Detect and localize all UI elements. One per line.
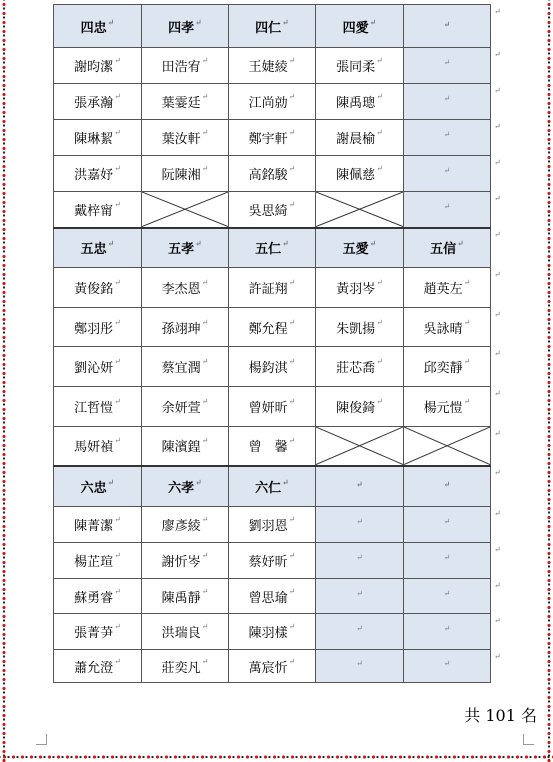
- page-border-right: [546, 0, 552, 762]
- end-of-row-mark: ↵: [494, 651, 501, 661]
- student-name-cell: [142, 48, 229, 84]
- student-name-cell: [142, 427, 229, 466]
- student-name: 孫翊珅: [161, 321, 201, 337]
- paragraph-mark: ↵: [463, 278, 471, 287]
- student-name-cell: [316, 156, 404, 192]
- student-name-cell: [54, 120, 142, 156]
- end-of-row-mark: ↵: [494, 49, 501, 59]
- student-name: 陳羽樣: [248, 626, 288, 641]
- paragraph-mark: ↵: [114, 656, 121, 666]
- class-name: 五忠: [80, 242, 107, 258]
- class-header-cell: [142, 466, 229, 507]
- class-name: 六仁: [255, 480, 282, 496]
- paragraph-mark: ↵: [443, 18, 451, 29]
- end-of-row-mark: ↵: [494, 121, 501, 131]
- paragraph-mark: ↵: [201, 92, 209, 101]
- paragraph-mark: ↵: [443, 58, 451, 67]
- crossed-out-cell-icon: [316, 192, 403, 227]
- student-name-cell: [54, 48, 142, 84]
- student-name: 黃羽岑: [336, 282, 376, 297]
- crossed-out-cell: [142, 192, 229, 228]
- student-name-cell: [54, 650, 142, 683]
- paragraph-mark: ↵: [114, 317, 121, 327]
- class-header-cell: [404, 466, 491, 507]
- paragraph-mark: ↵: [443, 553, 451, 562]
- student-name: 陳濱鍠: [161, 440, 201, 456]
- paragraph-mark: ↵: [443, 130, 451, 139]
- student-name-cell: [142, 543, 229, 579]
- paragraph-mark: ↵: [114, 56, 121, 65]
- paragraph-mark: ↵: [288, 278, 296, 287]
- student-name: 阮陳湘: [161, 168, 201, 183]
- class-header-cell: [54, 5, 142, 48]
- end-of-row-mark: ↵: [494, 85, 501, 95]
- paragraph-mark: ↵: [282, 476, 289, 487]
- end-of-row-mark: ↵: [494, 388, 501, 398]
- end-of-row-mark: ↵: [494, 309, 501, 319]
- student-name: 鄭宇軒: [248, 132, 288, 147]
- student-row: [54, 427, 491, 466]
- student-name: 鄭羽彤: [74, 321, 114, 337]
- class-header-cell: [404, 5, 491, 48]
- paragraph-mark: ↵: [201, 397, 209, 406]
- student-row: [54, 268, 491, 308]
- student-name-cell: [54, 268, 142, 308]
- paragraph-mark: ↵: [114, 92, 121, 101]
- empty-cell: [404, 192, 491, 228]
- student-name: 李杰恩: [161, 282, 201, 297]
- student-name-cell: [316, 387, 404, 427]
- class-header-cell: [142, 228, 229, 268]
- crossed-out-cell-icon: [404, 427, 490, 465]
- paragraph-mark: ↵: [443, 588, 451, 598]
- student-name-cell: [229, 308, 316, 347]
- student-row: [54, 84, 491, 120]
- class-name: 四忠: [80, 20, 107, 36]
- class-name: 六孝: [168, 480, 195, 496]
- paragraph-mark: ↵: [107, 476, 115, 487]
- class-header-cell: [316, 5, 404, 48]
- student-name: 馬妍禎: [74, 440, 114, 456]
- paragraph-mark: ↵: [376, 278, 383, 287]
- student-name: 洪瑞良: [161, 626, 201, 641]
- student-name: 楊鈞淇: [248, 361, 288, 376]
- crossed-out-cell: [316, 427, 404, 466]
- student-name-cell: [54, 387, 142, 427]
- student-name: 張同柔: [336, 60, 376, 75]
- student-name: 曾 馨: [248, 440, 288, 456]
- student-name: 曾思瑜: [248, 590, 288, 606]
- empty-cell: [404, 543, 491, 579]
- student-name-cell: [229, 156, 316, 192]
- student-name: 張菁芛: [74, 626, 114, 641]
- student-row: [54, 347, 491, 387]
- end-of-row-mark: ↵: [494, 157, 501, 167]
- paragraph-mark: ↵: [376, 56, 383, 65]
- class-name: 四孝: [168, 20, 195, 36]
- paragraph-mark: ↵: [376, 357, 383, 366]
- crossed-out-cell: [404, 427, 491, 466]
- paragraph-mark: ↵: [201, 278, 209, 287]
- paragraph-mark: ↵: [282, 16, 289, 27]
- student-name-cell: [142, 84, 229, 120]
- paragraph-mark: ↵: [443, 166, 451, 175]
- paragraph-mark: ↵: [201, 128, 209, 137]
- paragraph-mark: ↵: [288, 436, 296, 446]
- end-of-row-mark: ↵: [494, 229, 501, 239]
- class-name: 五仁: [255, 242, 282, 258]
- student-row: [54, 614, 491, 650]
- crossed-out-cell-icon: [316, 427, 403, 465]
- empty-cell: [404, 84, 491, 120]
- student-name-cell: [404, 308, 491, 347]
- paragraph-mark: ↵: [288, 92, 296, 101]
- student-name-cell: [229, 268, 316, 308]
- student-name-cell: [54, 347, 142, 387]
- student-name-cell: [316, 347, 404, 387]
- paragraph-mark: ↵: [288, 317, 296, 327]
- student-name: 陳禹璁: [336, 96, 376, 111]
- student-name: 陳菁潔: [74, 519, 114, 534]
- student-name: 莊芯喬: [336, 361, 376, 376]
- end-of-row-mark: ↵: [494, 467, 501, 477]
- student-name: 陳禹靜: [161, 590, 201, 606]
- student-name: 廖彥綾: [161, 519, 201, 534]
- student-name: 朱凱揚: [336, 321, 376, 337]
- student-name-cell: [229, 48, 316, 84]
- paragraph-mark: ↵: [114, 586, 121, 596]
- student-row: [54, 120, 491, 156]
- class-header-cell: [229, 5, 316, 48]
- student-row: [54, 387, 491, 427]
- paragraph-mark: ↵: [114, 436, 121, 446]
- paragraph-mark: ↵: [114, 199, 121, 209]
- end-of-row-mark: ↵: [494, 193, 501, 203]
- class-name: 五信: [430, 242, 457, 258]
- student-name-cell: [316, 84, 404, 120]
- page-border-left: [1, 0, 7, 762]
- paragraph-mark: ↵: [282, 238, 289, 249]
- paragraph-mark: ↵: [443, 624, 451, 633]
- class-header-cell: [404, 228, 491, 268]
- paragraph-mark: ↵: [457, 238, 464, 249]
- student-name-cell: [229, 650, 316, 683]
- student-name: 蕭允澄: [74, 660, 114, 676]
- empty-cell: [316, 579, 404, 614]
- empty-cell: [404, 48, 491, 84]
- student-name: 余妍萱: [161, 401, 201, 416]
- paragraph-mark: ↵: [356, 553, 363, 562]
- paragraph-mark: ↵: [114, 164, 121, 173]
- paragraph-mark: ↵: [288, 56, 296, 65]
- student-name-cell: [142, 579, 229, 614]
- student-name: 陳佩慈: [336, 168, 376, 183]
- student-name-cell: [404, 387, 491, 427]
- empty-cell: [404, 579, 491, 614]
- student-row: [54, 650, 491, 683]
- student-name: 張承瀚: [74, 96, 114, 111]
- class-name: 四愛: [342, 20, 369, 36]
- student-name-cell: [142, 507, 229, 543]
- student-row: [54, 48, 491, 84]
- paragraph-mark: ↵: [356, 624, 363, 633]
- paragraph-mark: ↵: [288, 128, 296, 137]
- student-name: 田浩宥: [161, 60, 201, 75]
- student-name: 江尚勍: [248, 96, 288, 111]
- student-name: 高銘駿: [248, 168, 288, 183]
- paragraph-mark: ↵: [195, 476, 202, 487]
- student-row: [54, 507, 491, 543]
- paragraph-mark: ↵: [463, 317, 471, 327]
- class-header-row: [54, 466, 491, 507]
- paragraph-mark: ↵: [114, 278, 121, 287]
- end-of-row-mark: ↵: [494, 428, 501, 438]
- paragraph-mark: ↵: [463, 397, 471, 406]
- empty-cell: [316, 543, 404, 579]
- student-name-cell: [229, 507, 316, 543]
- paragraph-mark: ↵: [356, 588, 363, 598]
- student-name: 鄭允程: [248, 321, 288, 337]
- class-header-cell: [316, 228, 404, 268]
- student-name: 蘇勇睿: [74, 590, 114, 606]
- paragraph-mark: ↵: [463, 357, 471, 366]
- class-name: 六忠: [80, 480, 107, 496]
- paragraph-mark: ↵: [288, 199, 296, 209]
- student-name-cell: [142, 347, 229, 387]
- student-name-cell: [404, 347, 491, 387]
- student-name-cell: [229, 614, 316, 650]
- paragraph-mark: ↵: [443, 201, 451, 211]
- student-name-cell: [229, 387, 316, 427]
- student-name-cell: [229, 84, 316, 120]
- student-name: 葉汝軒: [161, 132, 201, 147]
- page-border-bottom: [0, 754, 553, 760]
- paragraph-mark: ↵: [288, 622, 296, 631]
- paragraph-mark: ↵: [356, 658, 363, 668]
- class-name: 四仁: [255, 20, 282, 36]
- end-of-row-mark: ↵: [494, 348, 501, 358]
- class-header-cell: [54, 228, 142, 268]
- student-name-cell: [54, 427, 142, 466]
- paragraph-mark: ↵: [288, 515, 296, 524]
- paragraph-mark: ↵: [195, 16, 202, 27]
- student-name-cell: [54, 507, 142, 543]
- student-name: 謝昀潔: [74, 60, 114, 75]
- paragraph-mark: ↵: [114, 397, 121, 406]
- student-name: 邱奕靜: [423, 361, 463, 376]
- student-name: 葉霎廷: [161, 96, 201, 111]
- paragraph-mark: ↵: [376, 92, 383, 101]
- student-name-cell: [54, 156, 142, 192]
- student-name-cell: [316, 120, 404, 156]
- empty-cell: [404, 507, 491, 543]
- student-name-cell: [316, 308, 404, 347]
- student-name: 許証翔: [248, 282, 288, 297]
- student-name: 陳俊錡: [336, 401, 376, 416]
- class-header-row: [54, 228, 491, 268]
- student-name-cell: [54, 579, 142, 614]
- student-name-cell: [54, 84, 142, 120]
- student-name-cell: [142, 268, 229, 308]
- student-name-cell: [54, 308, 142, 347]
- class-name: 五愛: [342, 242, 369, 258]
- student-name: 黃俊銘: [74, 282, 114, 297]
- paragraph-mark: ↵: [114, 357, 121, 366]
- student-name-cell: [229, 543, 316, 579]
- margin-corner-mark: [523, 734, 534, 745]
- paragraph-mark: ↵: [443, 517, 451, 526]
- empty-cell: [404, 156, 491, 192]
- paragraph-mark: ↵: [288, 397, 296, 406]
- class-header-cell: [229, 466, 316, 507]
- paragraph-mark: ↵: [201, 586, 209, 596]
- end-of-row-mark: ↵: [494, 508, 501, 518]
- paragraph-mark: ↵: [107, 16, 115, 27]
- student-name: 劉羽恩: [248, 519, 288, 534]
- class-header-cell: [316, 466, 404, 507]
- paragraph-mark: ↵: [443, 658, 451, 668]
- student-name: 蔡妤昕: [248, 555, 288, 570]
- end-of-row-mark: ↵: [494, 544, 501, 554]
- student-name-cell: [142, 156, 229, 192]
- empty-cell: [404, 120, 491, 156]
- student-name: 莊奕凡: [161, 660, 201, 676]
- class-header-cell: [142, 5, 229, 48]
- student-name: 謝忻岑: [161, 555, 201, 570]
- student-name-cell: [142, 120, 229, 156]
- class-header-row: [54, 5, 491, 48]
- paragraph-mark: ↵: [201, 551, 209, 560]
- student-name-cell: [229, 347, 316, 387]
- class-roster-table: [53, 4, 491, 683]
- paragraph-mark: ↵: [114, 551, 121, 560]
- student-name-cell: [54, 543, 142, 579]
- student-row: [54, 543, 491, 579]
- paragraph-mark: ↵: [369, 238, 377, 249]
- paragraph-mark: ↵: [201, 317, 209, 327]
- student-name: 謝晨榆: [336, 132, 376, 147]
- class-header-cell: [229, 228, 316, 268]
- crossed-out-cell: [316, 192, 404, 228]
- student-name: 吳詠晴: [423, 321, 463, 337]
- empty-cell: [316, 507, 404, 543]
- paragraph-mark: ↵: [201, 656, 209, 666]
- student-name: 王婕綾: [248, 60, 288, 75]
- student-name: 陳琳絜: [74, 132, 114, 147]
- empty-cell: [404, 650, 491, 683]
- margin-corner-mark: [36, 734, 47, 745]
- end-of-row-mark: ↵: [494, 580, 501, 590]
- paragraph-mark: ↵: [201, 357, 209, 366]
- paragraph-mark: ↵: [356, 517, 363, 526]
- paragraph-mark: ↵: [376, 397, 383, 406]
- roster-sheet: [53, 4, 501, 683]
- student-name-cell: [316, 268, 404, 308]
- student-row: [54, 308, 491, 347]
- end-of-row-mark: ↵: [494, 269, 501, 279]
- paragraph-mark: ↵: [107, 238, 115, 249]
- student-name: 戴梓甯: [74, 203, 114, 219]
- paragraph-mark: ↵: [288, 164, 296, 173]
- paragraph-mark: ↵: [114, 515, 121, 524]
- class-name: 五孝: [168, 242, 195, 258]
- empty-cell: [316, 650, 404, 683]
- paragraph-mark: ↵: [443, 94, 451, 103]
- paragraph-mark: ↵: [369, 16, 377, 27]
- paragraph-mark: ↵: [114, 622, 121, 631]
- paragraph-mark: ↵: [288, 357, 296, 366]
- paragraph-mark: ↵: [201, 515, 209, 524]
- student-name-cell: [229, 579, 316, 614]
- paragraph-mark: ↵: [376, 164, 383, 173]
- student-name-cell: [229, 192, 316, 228]
- student-row: [54, 192, 491, 228]
- empty-cell: [404, 614, 491, 650]
- class-header-cell: [54, 466, 142, 507]
- paragraph-mark: ↵: [376, 128, 383, 137]
- paragraph-mark: ↵: [356, 478, 363, 489]
- paragraph-mark: ↵: [288, 551, 296, 560]
- student-name: 曾妍昕: [248, 401, 288, 416]
- student-name-cell: [142, 614, 229, 650]
- empty-cell: [316, 614, 404, 650]
- paragraph-mark: ↵: [288, 656, 296, 666]
- student-row: [54, 579, 491, 614]
- paragraph-mark: ↵: [201, 164, 209, 173]
- paragraph-mark: ↵: [201, 622, 209, 631]
- student-name: 劉沁妍: [74, 361, 114, 376]
- student-name: 趙英左: [423, 282, 463, 297]
- student-name-cell: [54, 192, 142, 228]
- student-name-cell: [142, 387, 229, 427]
- student-row: [54, 156, 491, 192]
- student-name-cell: [142, 308, 229, 347]
- student-name-cell: [229, 120, 316, 156]
- end-of-row-mark: ↵: [494, 6, 501, 16]
- paragraph-mark: ↵: [201, 436, 209, 446]
- student-name-cell: [54, 614, 142, 650]
- end-of-row-mark: ↵: [494, 615, 501, 625]
- total-count: 共 101 名: [464, 706, 537, 725]
- student-name-cell: [316, 48, 404, 84]
- student-name-cell: [229, 427, 316, 466]
- paragraph-mark: ↵: [288, 586, 296, 596]
- student-name: 楊元愷: [423, 401, 463, 416]
- student-name: 吳思綺: [248, 203, 288, 219]
- paragraph-mark: ↵: [376, 317, 383, 327]
- student-name: 萬宸忻: [248, 660, 288, 676]
- paragraph-mark: ↵: [114, 128, 121, 137]
- student-name-cell: [404, 268, 491, 308]
- crossed-out-cell-icon: [142, 192, 228, 227]
- student-name: 蔡宜潤: [161, 361, 201, 376]
- paragraph-mark: ↵: [443, 478, 451, 489]
- paragraph-mark: ↵: [201, 56, 209, 65]
- student-name: 楊芷瑄: [74, 555, 114, 570]
- student-name: 江哲愷: [74, 401, 114, 416]
- student-name-cell: [142, 650, 229, 683]
- paragraph-mark: ↵: [195, 238, 202, 249]
- student-name: 洪嘉妤: [74, 168, 114, 183]
